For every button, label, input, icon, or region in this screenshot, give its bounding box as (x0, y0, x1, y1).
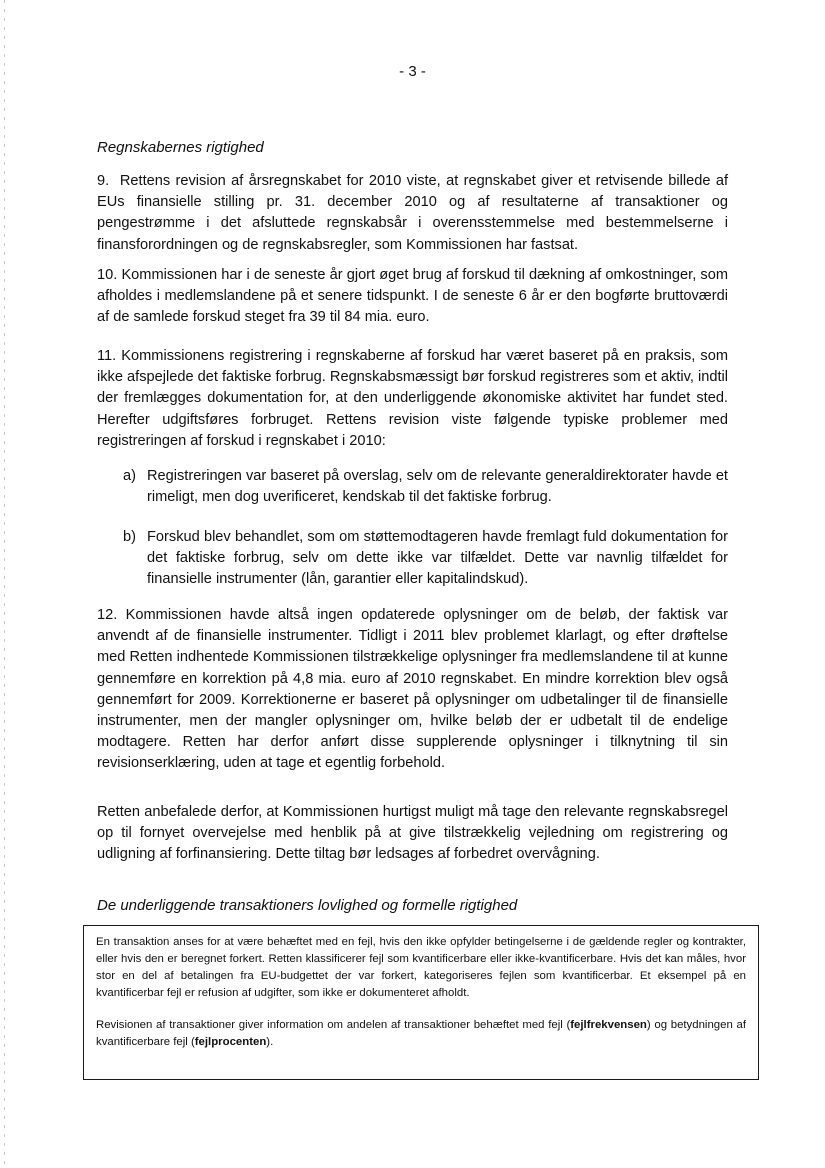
paragraph-12 (97, 605, 728, 775)
list-item-text: Registreringen var baseret på overslag, selv om de relevante generaldirektorater havde et rimeligt, men dog uverificeret, kendskab til det faktiske forbrug. (147, 468, 728, 506)
page-number: - 3 - (399, 63, 426, 80)
definition-box (83, 925, 759, 1080)
paragraph-9 (97, 171, 728, 256)
list-marker: a) (123, 468, 136, 484)
paragraph-number: 12. (97, 607, 118, 623)
list-marker: b) (123, 529, 136, 545)
paragraph-11 (97, 346, 728, 452)
paragraph-number: 11. (97, 348, 117, 364)
recommendation-paragraph: Retten anbefalede derfor, at Kommissionen hurtigst muligt må tage den relevante regnskabsregel op til fornyet overvejelse med henblik på at give tilstrækkelig vejledning om registrering og udligning af forfinansiering. Dette tiltag bør ledsages af forbedret overvågning. (97, 804, 728, 863)
definition-text: ). (266, 1036, 274, 1048)
paragraph-text: Rettens revision af årsregnskabet for 2010 viste, at regnskabet giver et retvisende billede af EUs finansielle stilling pr. 31. december 2010 og af resultaterne af transaktioner og pengestrømme i det afsluttede regnskabsår i overensstemmelse med bestemmelserne i finansforordningen og de regnskabsregler, som Kommissionen har fastsat. (97, 173, 729, 253)
list-item-b (123, 527, 728, 591)
term-fejlprocenten: fejlprocenten (194, 1036, 267, 1048)
term-fejlfrekvensen: fejlfrekvensen (570, 1019, 647, 1031)
definition-text: ) og betydningen af kvantificerbare fejl ( (96, 1019, 746, 1048)
scan-edge-artifact (4, 0, 5, 1168)
paragraph-number: 9. (97, 173, 110, 189)
paragraph-text: Kommissionen har i de seneste år gjort øget brug af forskud til dækning af omkostninger, som afholdes i medlemslandene på et senere tidspunkt. I de seneste 6 år er den bogførte bruttoværdi af de samlede forskud steget fra 39 til 84 mia. euro. (97, 267, 728, 326)
definition-text: Revisionen af transaktioner giver information om andelen af transaktioner behæftet med fejl ( (96, 1019, 571, 1031)
paragraph-10 (97, 265, 728, 329)
paragraph-number: 10. (97, 267, 118, 283)
list-item-a (123, 466, 728, 508)
paragraph-text: Kommissionen havde altså ingen opdaterede oplysninger om de beløb, der faktisk var anvendt af de finansielle instrumenter. Tidligt i 2011 blev problemet klarlagt, og efter drøftelse med Retten indhentede Kommissionen tilstrækkelige oplysninger fra medlemslandene til at kunne gennemføre en korrektion på 4,8 mia. euro af 2010 regnskabet. En mindre korrektion blev også gennemført for 2009. Korrektionerne er baseret på oplysninger om udbetalinger til de finansielle instrumenter, men der mangler oplysninger om, hvilke beløb der er udbetalt til de endelige modtagere. Retten har derfor anført disse supplerende oplysninger i tilknytning til sin revisionserklæring, uden at tage et egentlig forbehold. (97, 607, 728, 772)
definition-paragraph-audit (96, 1017, 746, 1051)
paragraph-text: Kommissionens registrering i regnskaberne af forskud har været baseret på en praksis, som ikke afspejlede det faktiske forbrug. Regnskabsmæssigt bør forskud registreres som et aktiv, indtil der fremlægges dokumentation for, at den underliggende økonomiske aktivitet har fundet sted. Herefter udgiftsføres forbruget. Rettens revision viste følgende typiske problemer med registreringen af forskud i regnskabet i 2010: (97, 348, 729, 449)
section-heading-regnskabernes-rigtighed: Regnskabernes rigtighed (97, 139, 264, 156)
section-heading-lovlighed: De underliggende transaktioners lovlighed og formelle rigtighed (97, 897, 518, 914)
list-item-text: Forskud blev behandlet, som om støttemodtageren havde fremlagt fuld dokumentation for det faktiske forbrug, selv om dette ikke var tilfældet. Dette var navnlig tilfældet for finansielle instrumenter (lån, garantier eller kapitalindskud). (147, 529, 728, 588)
definition-paragraph-errors: En transaktion anses for at være behæftet med en fejl, hvis den ikke opfylder betingelserne i de gældende regler og kontrakter, eller hvis den er beregnet forkert. Retten klassificerer fejl som kvantificerbare eller ikke-kvantificerbare. Hvis det kan måles, hvor stor en del af betalingen fra EU-budgettet der var forkert, kategoriseres fejlen som kvantificerbar. Et eksempel på en kvantificerbar fejl er refusion af udgifter, som ikke er dokumenteret afholdt. (96, 936, 746, 999)
